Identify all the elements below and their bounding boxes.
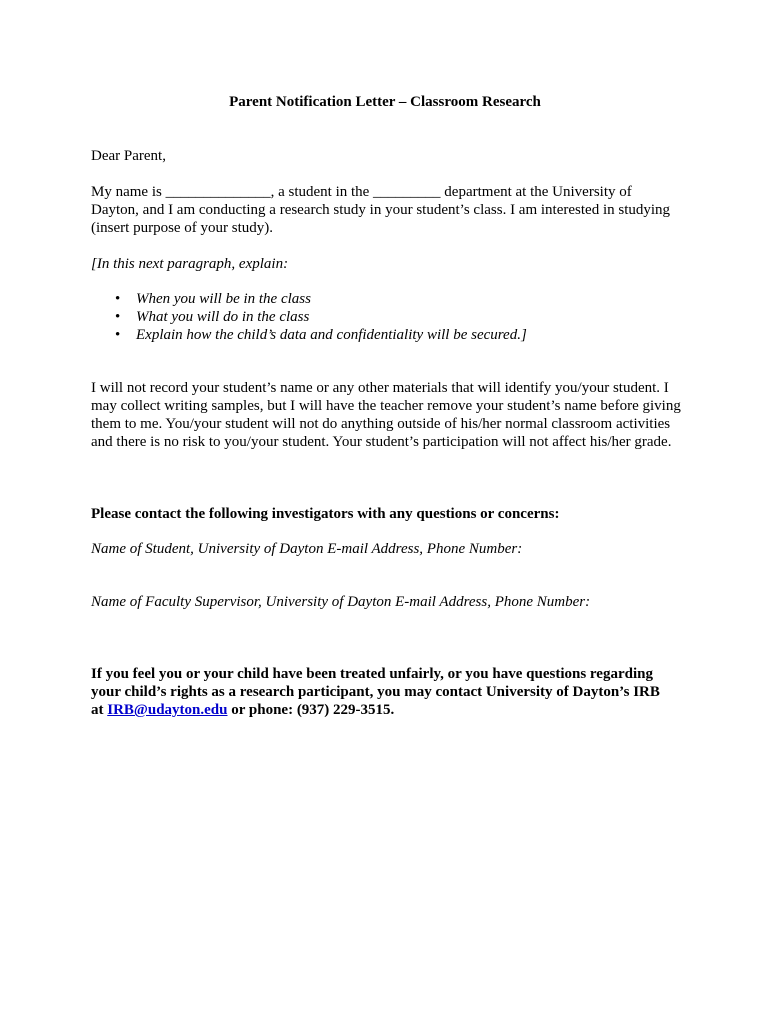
bullet-icon: •	[115, 291, 121, 307]
bullet-icon: •	[115, 309, 121, 325]
irb-text-before: If you feel you or your child have been treated unfairly, or you have questions regarding your child’s rights as a research participant, you may contact University of Dayton’s IRB at	[91, 666, 660, 718]
instruction-heading: [In this next paragraph, explain:	[91, 256, 289, 272]
irb-email-link[interactable]: IRB@udayton.edu	[107, 702, 228, 718]
contact-heading: Please contact the following investigators with any questions or concerns:	[91, 506, 560, 522]
bullet-icon: •	[115, 327, 121, 343]
letter-title: Parent Notification Letter – Classroom Research	[229, 94, 541, 110]
irb-paragraph	[91, 665, 673, 719]
list-item	[91, 308, 691, 326]
faculty-contact-line: Name of Faculty Supervisor, University of Dayton E-mail Address, Phone Number:	[91, 594, 591, 610]
student-contact-line: Name of Student, University of Dayton E-mail Address, Phone Number:	[91, 541, 523, 557]
intro-paragraph: My name is ______________, a student in the _________ department at the University of Dayton, and I am conducting a research study in your student’s class. I am interested in studying (insert purpose of your study).	[91, 184, 671, 236]
instruction-list	[91, 290, 691, 344]
privacy-paragraph: I will not record your student’s name or any other materials that will identify you/your student. I may collect writing samples, but I will have the teacher remove your student’s name before giving them to me. You/your student will not do anything outside of his/her normal classroom activities and there is no risk to you/your student. Your student’s participation will not affect his/her grade.	[91, 380, 681, 450]
salutation: Dear Parent,	[91, 148, 166, 164]
list-item	[91, 290, 691, 308]
list-item	[91, 326, 691, 344]
irb-text-after: or phone: (937) 229-3515.	[227, 702, 395, 718]
list-item-text: When you will be in the class	[136, 291, 311, 307]
list-item-text: Explain how the child’s data and confidentiality will be secured.]	[136, 327, 527, 343]
list-item-text: What you will do in the class	[136, 309, 310, 325]
